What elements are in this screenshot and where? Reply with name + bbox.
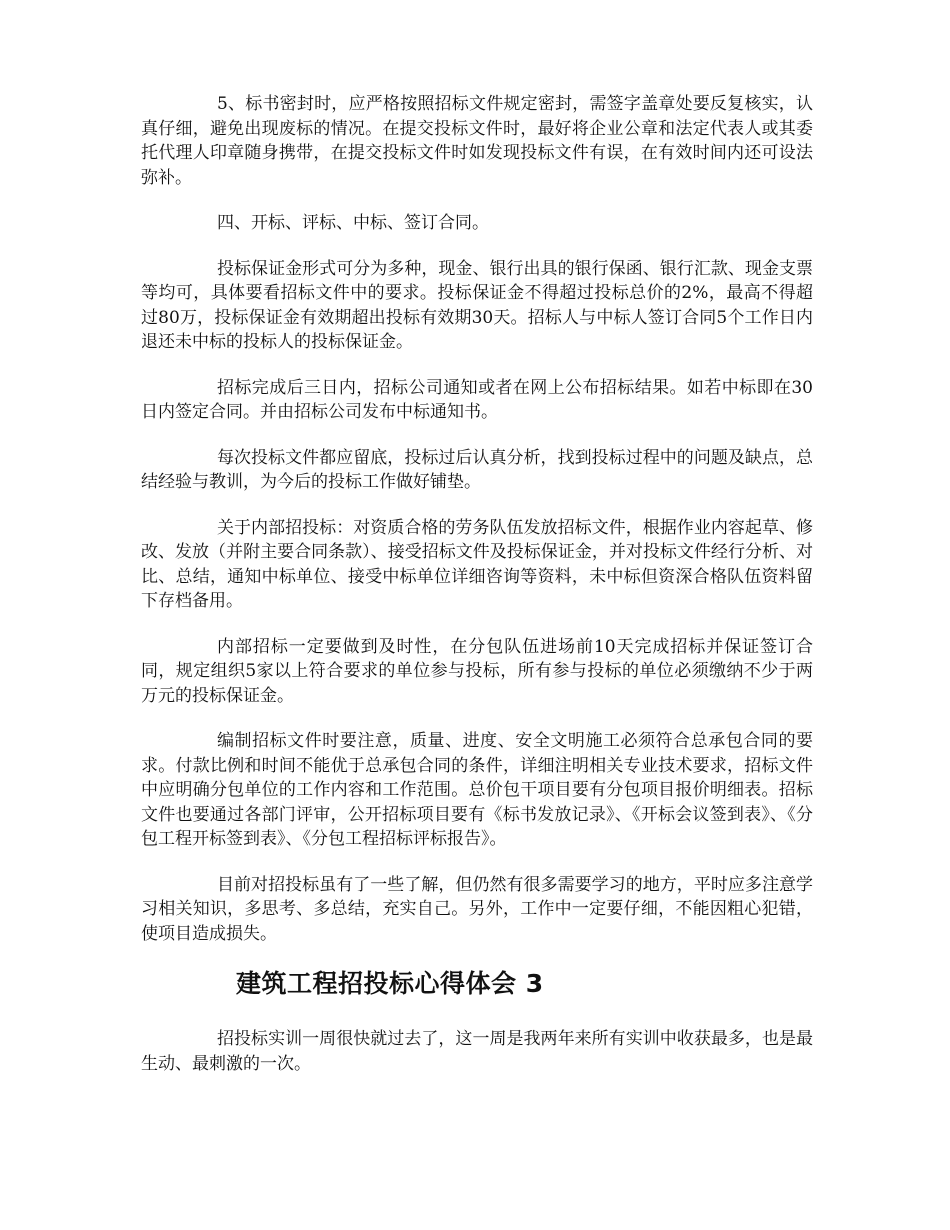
paragraph-sealing: 5、标书密封时，应严格按照招标文件规定密封，需签字盖章处要反复核实，认真仔细，避免出现废标的情况。在提交投标文件时，最好将企业公章和法定代表人或其委托代理人印章随身携带，在提交投标文件时如发现投标文件有误，在有效时间内还可设法弥补。 bbox=[141, 94, 813, 188]
paragraph-archive: 每次投标文件都应留底，投标过后认真分析，找到投标过程中的问题及缺点，总结经验与教训，为今后的投标工作做好铺垫。 bbox=[141, 447, 813, 492]
paragraph-tender-document: 编制招标文件时要注意，质量、进度、安全文明施工必须符合总承包合同的要求。付款比例和时间不能优于总承包合同的条件，详细注明相关专业技术要求，招标文件中应明确分包单位的工作内容和工作范围。总价包干项目要有分包项目报价明细表。招标文件也要通过各部门评审，公开招标项目要有《标书发放记录》、《开标会议签到表》、《分包工程开标签到表》、《分包工程招标评标报告》。 bbox=[141, 731, 813, 849]
paragraph-internal-bidding: 关于内部招投标：对资质合格的劳务队伍发放招标文件，根据作业内容起草、修改、发放（并附主要合同条款）、接受招标文件及投标保证金，并对投标文件经行分析、对比、总结，通知中标单位、接受中标单位详细咨询等资料，未中标但资深合格队伍资料留下存档备用。 bbox=[141, 517, 813, 611]
paragraph-training-intro: 招投标实训一周很快就过去了，这一周是我两年来所有实训中收获最多，也是最生动、最刺激的一次。 bbox=[141, 1029, 813, 1074]
paragraph-internal-timeliness: 内部招标一定要做到及时性，在分包队伍进场前10天完成招标并保证签订合同，规定组织5家以上符合要求的单位参与投标，所有参与投标的单位必须缴纳不少于两万元的投标保证金。 bbox=[141, 636, 813, 706]
paragraph-conclusion: 目前对招投标虽有了一些了解，但仍然有很多需要学习的地方，平时应多注意学习相关知识，多思考、多总结，充实自己。另外，工作中一定要仔细，不能因粗心犯错，使项目造成损失。 bbox=[141, 874, 813, 944]
paragraph-section-four: 四、开标、评标、中标、签订合同。 bbox=[217, 213, 489, 233]
paragraph-bid-bond: 投标保证金形式可分为多种，现金、银行出具的银行保函、银行汇款、现金支票等均可，具体要看招标文件中的要求。投标保证金不得超过投标总价的2%，最高不得超过80万，投标保证金有效期超出投标有效期30天。招标人与中标人签订合同5个工作日内退还未中标的投标人的投标保证金。 bbox=[141, 258, 813, 352]
document-body bbox=[141, 92, 813, 1097]
section-heading: 建筑工程招投标心得体会 3 bbox=[236, 969, 544, 998]
paragraph-bid-result: 招标完成后三日内，招标公司通知或者在网上公布招标结果。如若中标即在30日内签定合同。并由招标公司发布中标通知书。 bbox=[141, 377, 813, 422]
